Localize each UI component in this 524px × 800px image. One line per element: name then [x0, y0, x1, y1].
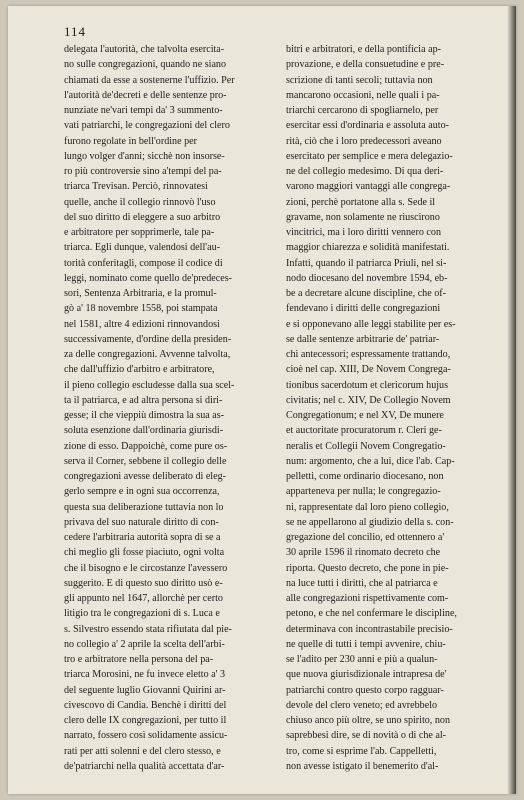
- text-line: pelletti, come ordinario diocesano, non: [286, 471, 444, 482]
- text-line: del seguente luglio Giovanni Quirini ar-: [64, 684, 226, 696]
- page-spine-shadow: [507, 6, 516, 794]
- text-line: riporta. Questo decreto, che pone in pie-: [286, 562, 449, 574]
- text-line: patriarchi contro questo corpo ragguar-: [286, 684, 444, 696]
- text-line: esercitar essi d'ordinaria e assoluta auto-: [286, 120, 449, 132]
- text-line: triarchi cercarono di spogliarnelo, per: [286, 105, 439, 116]
- text-line: 30 aprile 1596 il rinomato decreto che: [286, 547, 441, 559]
- text-line: non avesse istigato il benemerito d'al-: [286, 760, 439, 772]
- text-line: ni, rappresentate dal loro pieno collegio,: [286, 501, 449, 513]
- text-line: devole del clero veneto; ed avrebbelo: [286, 699, 438, 711]
- text-line: neralis et Collegii Novem Congregatio-: [286, 440, 446, 452]
- text-line: de'patriarchi nella qualità accettata d'ar-: [64, 760, 225, 772]
- text-line: successivamente, d'ordine della presiden-: [64, 333, 232, 345]
- text-line: za delle congregazioni. Avvenne talvolta,: [64, 349, 231, 360]
- text-line: tro, come si esprime l'ab. Cappelletti,: [286, 745, 437, 757]
- text-line: se dalle sentenze arbitrarie de' patriar-: [286, 333, 440, 345]
- text-line: nunziate ne'vari tempi da' 3 summento-: [64, 105, 223, 116]
- text-line: esercitato per semplice e mera delegazio-: [286, 150, 453, 162]
- text-line: rati per atti solenni e del clero stesso, e: [64, 745, 221, 757]
- book-page: [8, 6, 516, 794]
- text-line: privava del suo naturale diritto di con-: [64, 516, 219, 528]
- text-line: rità, ciò che i loro predecessori aveano: [286, 135, 442, 147]
- text-line: triarca Morosini, ne fu invece eletto a' 3: [64, 669, 226, 681]
- text-line: zione di esso. Dappoichè, come pure os-: [64, 440, 228, 452]
- text-line: litigio tra le congregazioni di s. Luca e: [64, 608, 220, 620]
- text-line: soluta esenzione dall'ordinaria giurisdi-: [64, 425, 224, 437]
- text-line: s. Silvestro essendo stata rifiutata dal pie-: [64, 623, 232, 635]
- text-line: apparteneva per nulla; le congregazio-: [286, 486, 441, 498]
- text-line: civitatis; nel c. XIV, De Collegio Novem: [286, 394, 451, 406]
- text-line: serva il Corner, sebbene il collegio delle: [64, 455, 227, 467]
- text-line: vincitrici, ma i loro diritti vennero con: [286, 227, 442, 238]
- text-line: petono, e che nel confermare le discipline,: [286, 608, 457, 620]
- text-line: cioè nel cap. XIII, De Novem Congrega-: [286, 364, 451, 376]
- text-line: que nuova giurisdizionale intrapresa de': [286, 669, 447, 681]
- text-line: vati patriarchi, le congregazioni del clero: [64, 120, 230, 132]
- text-line: e si opponevano alle leggi stabilite per es-: [286, 318, 456, 330]
- text-line: nel 1581, altre 4 edizioni rinnovandosi: [64, 318, 220, 330]
- text-line: triarca. Egli dunque, valendosi dell'au-: [64, 242, 220, 254]
- text-line: clero delle IX congregazioni, per tutto il: [64, 715, 227, 726]
- text-line: ro più controversie sino a'tempi del pa-: [64, 166, 222, 177]
- text-line: be a decretare alcune discipline, che of-: [286, 288, 447, 299]
- text-line: questa sua deliberazione tuttavia non lo: [64, 501, 224, 513]
- text-line: zioni, perchè portatone alla s. Sede il: [286, 196, 436, 208]
- text-line: gregazione del concilio, ed ottennero a': [286, 532, 445, 543]
- text-line: ne quelle di tutti i tempi avvenire, chiu-: [286, 638, 446, 650]
- text-line: lungo volger d'anni; sicchè non insorse-: [64, 150, 225, 162]
- text-line: il pieno collegio escludesse dalla sua scel-: [64, 379, 235, 391]
- text-line: tionibus sacerdotum et clericorum hujus: [286, 379, 449, 391]
- text-line: delegata l'autorità, che talvolta esercita-: [64, 44, 225, 55]
- text-line: cedere l'arbitraria autorità sopra di se a: [64, 532, 221, 543]
- text-line: torità conferitagli, compose il codice di: [64, 257, 223, 269]
- text-line: che il bisogno e le circostanze l'avessero: [64, 562, 228, 574]
- text-line: gerlo sempre e in ogni sua occorrenza,: [64, 486, 220, 498]
- text-line: quelle, anche il collegio rinnovò l'uso: [64, 196, 216, 208]
- text-line: fendevano i diritti delle congregazioni: [286, 303, 441, 315]
- text-line: del suo diritto di eleggere a suo arbitro: [64, 211, 221, 223]
- text-line: gravame, non solamente ne riuscirono: [286, 211, 440, 223]
- text-line: no sulle congregazioni, quando ne siano: [64, 59, 227, 71]
- right-text-column: [286, 42, 500, 774]
- text-line: gò a' 18 novembre 1558, poi stampata: [64, 303, 218, 315]
- text-line: ne del collegio medesimo. Di qua deri-: [286, 166, 444, 177]
- text-line: saprebbesi dire, se di novità o di che al-: [286, 730, 447, 742]
- text-line: scrizione di tanti secoli; tuttavia non: [286, 74, 433, 86]
- text-line: sori, Sentenza Arbitraria, e la promul-: [64, 288, 217, 299]
- text-line: et auctoritate procuratorum r. Cleri ge-: [286, 425, 442, 437]
- text-line: chi meglio gli fosse piaciuto, ogni volta: [64, 547, 225, 559]
- text-line: chi antecessori; espressamente trattando,: [286, 349, 451, 360]
- text-line: chiamati da esse a sostenerne l'uffizio. Per: [64, 74, 235, 86]
- text-line: furono regolate in bell'ordine per: [64, 135, 197, 147]
- text-line: gli appunto nel 1647, allorchè per certo: [64, 593, 223, 604]
- text-line: ta il patriarca, e ad altra persona si diri-: [64, 394, 223, 406]
- text-line: alle congregazioni rispettivamente com-: [286, 593, 449, 604]
- text-line: congregazioni avesse deliberato di eleg-: [64, 471, 226, 482]
- left-text-column: [64, 42, 274, 774]
- text-line: mancarono occasioni, nelle quali i pa-: [286, 89, 440, 101]
- text-line: civescovo di Candia. Benchè i diritti del: [64, 699, 227, 711]
- text-line: Congregationum; e nel XV, De munere: [286, 410, 444, 421]
- text-line: determinava con incontrastabile precisio-: [286, 623, 453, 635]
- text-line: na luce tutti i diritti, che al patriarca e: [286, 577, 438, 589]
- text-line: Infatti, quando il patriarca Priuli, nel si-: [286, 257, 447, 269]
- text-line: tro e arbitratore nella persona del pa-: [64, 654, 214, 665]
- text-line: leggi, nominato come quello de'predeces-: [64, 272, 233, 284]
- text-line: bitri e arbitratori, e della pontificia ap-: [286, 44, 441, 55]
- text-line: num: argomento, che a lui, dice l'ab. Cap-: [286, 455, 455, 467]
- text-line: che dall'uffizio d'arbitro e arbitratore,: [64, 364, 215, 376]
- text-line: provazione, e della consuetudine e pre-: [286, 59, 445, 71]
- text-line: narrato, fossero così solidamente assicu-: [64, 730, 228, 742]
- text-line: l'autorità de'decreti e delle sentenze pro-: [64, 89, 227, 101]
- page-number: 114: [64, 24, 87, 39]
- text-line: suggerito. E di questo suo diritto usò e-: [64, 577, 223, 589]
- text-line: gesse; il che vieppiù dimostra la sua as-: [64, 410, 225, 421]
- text-line: maggior chiarezza e solidità manifestati.: [286, 242, 450, 254]
- text-line: chiuso anco più oltre, se uno spirito, non: [286, 715, 450, 726]
- text-line: se ne appellarono al giudizio della s. con-: [286, 516, 454, 528]
- text-line: triarca Trevisan. Perciò, rinnovatesi: [64, 181, 208, 193]
- text-line: nodo diocesano del novembre 1594, eb-: [286, 272, 448, 284]
- text-line: no collegio a' 2 aprile la scelta dell'arbi-: [64, 638, 225, 650]
- text-line: se l'adito per 230 anni e più a qualun-: [286, 654, 438, 665]
- text-line: e arbitratore per sopprimerle, tale pa-: [64, 227, 215, 238]
- text-line: varono maggiori vantaggi alle congrega-: [286, 181, 451, 193]
